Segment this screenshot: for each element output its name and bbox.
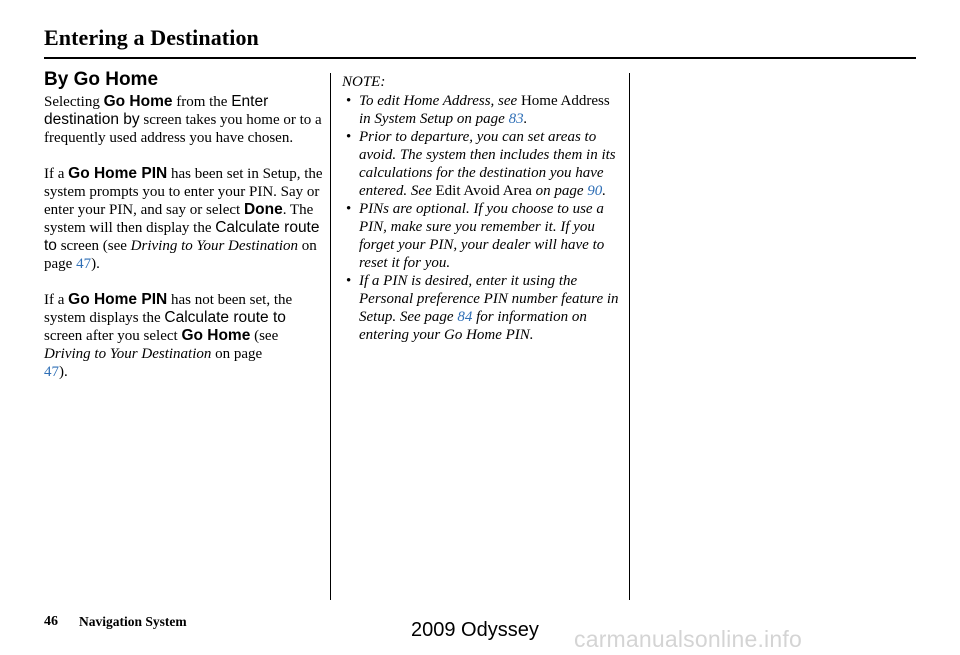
page-link-84[interactable]: 84 (457, 309, 473, 325)
text: in System Setup on page (359, 111, 509, 127)
ui-label-go-home-pin: Go Home PIN (68, 165, 168, 182)
text: Prior to departure, you can set areas to avoid. The system then includes them in its calculations for the destination you have entered. See (359, 129, 616, 199)
site-watermark: carmanualsonline.info (574, 626, 802, 652)
column-divider (629, 73, 630, 600)
paragraph-pin-set (44, 165, 324, 273)
paragraph-intro (44, 93, 324, 147)
page-link-47[interactable]: 47 (76, 256, 92, 272)
text: has not been set, the system displays the (44, 292, 293, 326)
column-divider (330, 73, 331, 600)
note-item (342, 200, 622, 272)
text: . The system will then display the (44, 202, 314, 236)
text: on page (211, 346, 263, 362)
text: Selecting (44, 94, 104, 110)
note-item (342, 92, 622, 128)
footer-title: Navigation System (79, 614, 187, 629)
note-item (342, 272, 622, 344)
ui-label-edit-avoid-area: Edit Avoid Area (435, 183, 532, 199)
ui-label-enter-destination-by: Enter destination by (44, 93, 269, 128)
text: screen after you select (44, 328, 182, 344)
bullet: • (346, 273, 352, 289)
ui-label-home-address: Home Address (520, 93, 610, 109)
text: PINs are optional. If you choose to use a PIN, make sure you remember it. If you forget your PIN, your dealer will have to reset it for you. (359, 201, 605, 271)
model-watermark: 2009 Odyssey (411, 619, 539, 641)
text: To edit Home Address, see (359, 93, 521, 109)
section-heading: By Go Home (44, 69, 159, 90)
text: on page (44, 238, 317, 272)
ui-label-calculate-route-to: Calculate route to (44, 219, 320, 254)
ui-label-calculate-route-to: Calculate route to (164, 309, 286, 326)
title-rule (44, 57, 916, 59)
cross-reference: Driving to Your Destination (44, 346, 212, 362)
cross-reference: Driving to Your Destination (130, 238, 299, 254)
text: . (602, 183, 607, 199)
text: screen takes you home or to a frequently used address you have chosen. (44, 112, 322, 146)
text: (see (250, 328, 279, 344)
ui-label-go-home: Go Home (181, 327, 251, 344)
note-list (342, 92, 622, 344)
note-column (342, 73, 622, 344)
bullet: • (346, 93, 352, 109)
ui-label-go-home: Go Home (103, 93, 173, 110)
note-item (342, 128, 622, 200)
page-link-47[interactable]: 47 (44, 364, 59, 380)
text: . (523, 111, 528, 127)
text: If a PIN is desired, enter it using the Personal preference PIN number feature in Setup. See page (359, 273, 619, 325)
left-column (44, 70, 324, 399)
text: from the (172, 94, 232, 110)
ui-label-go-home-pin: Go Home PIN (68, 291, 168, 308)
text: screen (see (56, 238, 131, 254)
note-label: NOTE: (342, 74, 386, 90)
page-link-90[interactable]: 90 (587, 183, 603, 199)
text: has been set in Setup, the system prompts you to enter your PIN. Say or enter your PIN, and say or select (44, 166, 323, 218)
text: for information on entering your Go Home PIN. (359, 309, 587, 343)
page-number: 46 (44, 614, 58, 629)
paragraph-pin-not-set (44, 291, 324, 381)
page-link-83[interactable]: 83 (508, 111, 524, 127)
text: ). (59, 364, 68, 380)
ui-label-done: Done (243, 201, 283, 218)
text: on page (531, 183, 588, 199)
page-title: Entering a Destination (44, 25, 259, 50)
text: If a (44, 166, 69, 182)
bullet: • (346, 201, 352, 217)
bullet: • (346, 129, 352, 145)
text: ). (91, 256, 100, 272)
text: If a (44, 292, 69, 308)
